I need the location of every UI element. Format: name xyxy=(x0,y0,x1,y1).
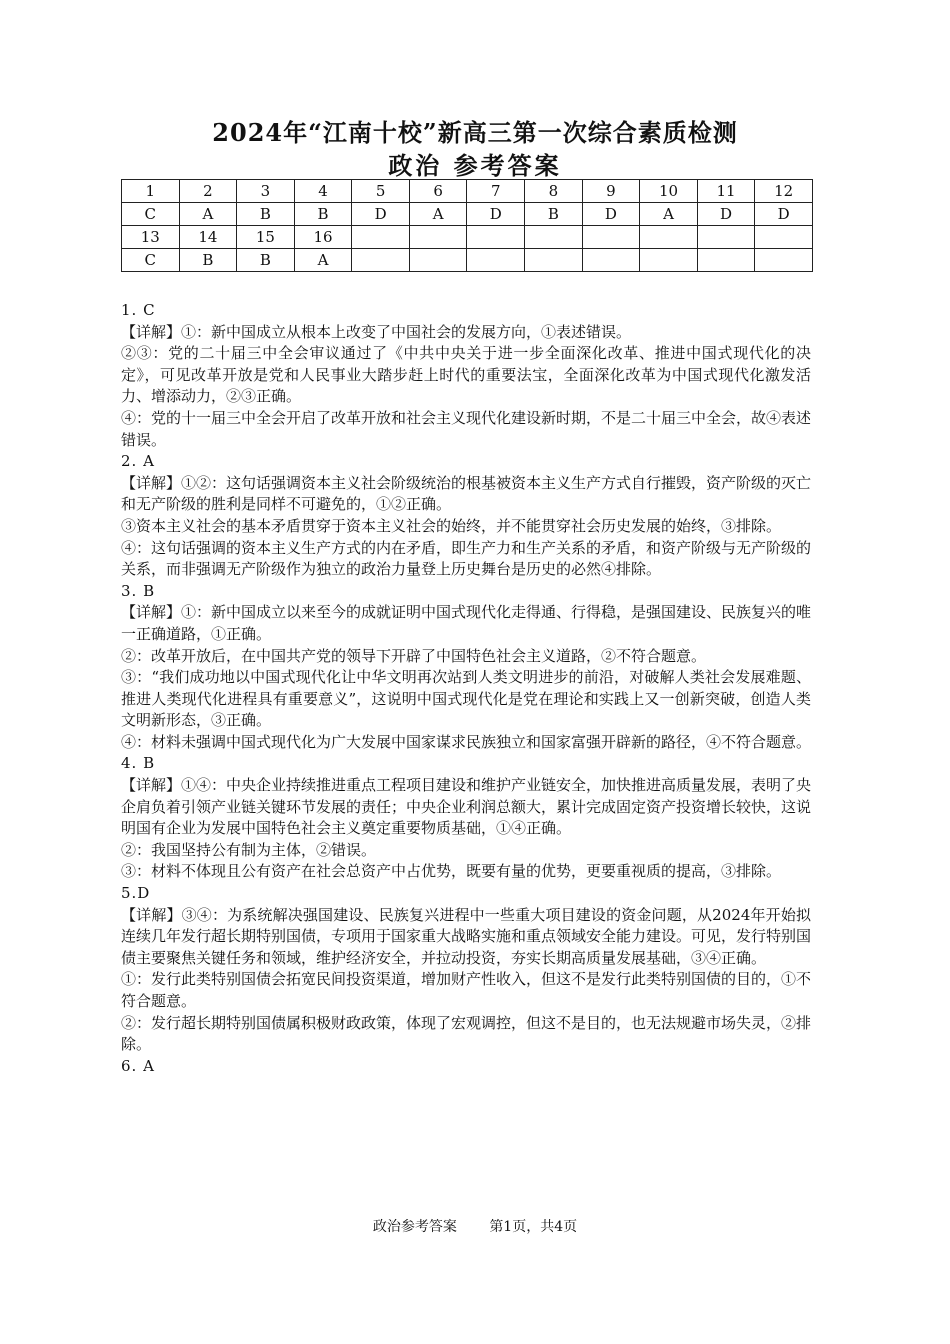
question-number: 1. C xyxy=(121,301,156,319)
answer-table-cell xyxy=(582,249,640,272)
explanation-section xyxy=(121,300,811,1077)
answer-table-cell: 5 xyxy=(352,180,410,203)
explanation-paragraph: ③资本主义社会的基本矛盾贯穿于资本主义社会的始终，并不能贯穿社会历史发展的始终，③排除。 xyxy=(121,516,782,535)
answer-table-cell: 3 xyxy=(237,180,295,203)
question-number: 2. A xyxy=(121,452,155,471)
answer-table-cell: A xyxy=(409,203,467,226)
answer-table-cell: B xyxy=(237,203,295,226)
answer-table-cell xyxy=(525,249,583,272)
answer-table-cell: 10 xyxy=(640,180,698,203)
answer-table-cell: D xyxy=(352,203,410,226)
answer-table-cell: D xyxy=(755,203,813,226)
answer-table-cell xyxy=(755,226,813,249)
answer-table-cell: D xyxy=(467,203,525,226)
answer-table-cell: C xyxy=(122,203,180,226)
answer-table-cell xyxy=(352,226,410,249)
answer-table-cell: 15 xyxy=(237,226,295,249)
answer-table-cell: A xyxy=(640,203,698,226)
answer-table-row xyxy=(122,226,813,249)
explanation-paragraph: ②③：党的二十届三中全会审议通过了《中共中央关于进一步全面深化改革、推进中国式现代化的决定》，可见改革开放是党和人民事业大踏步赶上时代的重要法宝，全面深化改革为中国式现代化激发活力、增添动力，②③正确。 xyxy=(121,344,811,406)
answer-table-cell: D xyxy=(697,203,755,226)
explanation-paragraph: ②：发行超长期特别国债属积极财政政策，体现了宏观调控，但这不是目的，也无法规避市场失灵，②排除。 xyxy=(121,1013,812,1054)
answer-table-cell: B xyxy=(237,249,295,272)
answer-table-cell: 14 xyxy=(179,226,237,249)
answer-table-cell: B xyxy=(525,203,583,226)
answer-table-cell: 16 xyxy=(294,226,352,249)
answer-table xyxy=(121,179,813,272)
answer-table-cell: D xyxy=(582,203,640,226)
answer-table-cell xyxy=(697,249,755,272)
answer-table-cell: A xyxy=(179,203,237,226)
explanation-paragraph: 【详解】①：新中国成立从根本上改变了中国社会的发展方向，①表述错误。 xyxy=(121,322,632,341)
answer-table-cell: 12 xyxy=(755,180,813,203)
answer-table-cell: C xyxy=(122,249,180,272)
answer-table-cell: 4 xyxy=(294,180,352,203)
answer-table-cell xyxy=(467,226,525,249)
answer-table-cell: A xyxy=(294,249,352,272)
answer-table-row xyxy=(122,180,813,203)
answer-table-cell xyxy=(697,226,755,249)
explanation-paragraph: ③：“我们成功地以中国式现代化让中华文明再次站到人类文明进步的前沿，对破解人类社会发展难题、推进人类现代化进程具有重要意义”，这说明中国式现代化是党在理论和实践上又一创新突破，创造人类文明新形态，③正确。 xyxy=(121,668,811,730)
explanation-paragraph: 【详解】①②：这句话强调资本主义社会阶级统治的根基被资本主义生产方式自行摧毁，资产阶级的灭亡和无产阶级的胜利是同样不可避免的，①②正确。 xyxy=(121,473,812,514)
answer-table-cell xyxy=(352,249,410,272)
answer-table-cell: 1 xyxy=(122,180,180,203)
answer-table-cell: B xyxy=(179,249,237,272)
explanation-paragraph: ④：材料未强调中国式现代化为广大发展中国家谋求民族独立和国家富强开辟新的路径，④不符合题意。 xyxy=(121,732,812,751)
answer-table-row xyxy=(122,249,813,272)
answer-table-cell: 6 xyxy=(409,180,467,203)
footer-page-info: 第1页，共4页 xyxy=(489,1219,578,1235)
page-title: 2024年“江南十校”新高三第一次综合素质检测 xyxy=(212,118,738,147)
answer-table-cell xyxy=(640,226,698,249)
answer-table-cell: 13 xyxy=(122,226,180,249)
explanation-paragraph: ④：这句话强调的资本主义生产方式的内在矛盾，即生产力和生产关系的矛盾，和资产阶级与无产阶级的关系，而非强调无产阶级作为独立的政治力量登上历史舞台是历史的必然④排除。 xyxy=(121,538,812,579)
answer-table-cell: 8 xyxy=(525,180,583,203)
answer-table-cell xyxy=(409,226,467,249)
footer-doc-name: 政治参考答案 xyxy=(372,1219,457,1235)
answer-table-cell: 7 xyxy=(467,180,525,203)
question-number: 6. A xyxy=(121,1056,155,1075)
explanation-paragraph: ①：发行此类特别国债会拓宽民间投资渠道，增加财产性收入，但这不是发行此类特别国债的目的，①不符合题意。 xyxy=(121,970,812,1010)
answer-table-cell xyxy=(755,249,813,272)
explanation-paragraph: ②：改革开放后，在中国共产党的领导下开辟了中国特色社会主义道路，②不符合题意。 xyxy=(121,646,707,665)
answer-table-cell xyxy=(467,249,525,272)
answer-table-cell: 11 xyxy=(697,180,755,203)
question-number: 3. B xyxy=(121,581,156,600)
explanation-paragraph: 【详解】①④：中央企业持续推进重点工程项目建设和维护产业链安全，加快推进高质量发展，表明了央企肩负着引领产业链关键环节发展的责任；中央企业利润总额大，累计完成固定资产投资增长较快，这说明国有企业为发展中国特色社会主义奠定重要物质基础，①④正确。 xyxy=(121,776,812,838)
question-number: 4. B xyxy=(121,754,156,773)
question-number: 5.D xyxy=(121,884,151,903)
answer-table-cell xyxy=(409,249,467,272)
answer-table-row xyxy=(122,203,813,226)
answer-table-cell: 9 xyxy=(582,180,640,203)
explanation-paragraph: 【详解】①：新中国成立以来至今的成就证明中国式现代化走得通、行得稳，是强国建设、民族复兴的唯一正确道路，①正确。 xyxy=(121,603,812,643)
page-subtitle: 政治 参考答案 xyxy=(388,152,562,180)
answer-table-cell: 2 xyxy=(179,180,237,203)
explanation-paragraph: ②：我国坚持公有制为主体，②错误。 xyxy=(121,840,377,859)
explanation-paragraph: ③：材料不体现且公有资产在社会总资产中占优势，既要有量的优势，更要重视质的提高，③排除。 xyxy=(121,862,782,881)
answer-table-cell xyxy=(582,226,640,249)
page-footer xyxy=(0,1216,950,1236)
answer-table-cell: B xyxy=(294,203,352,226)
explanation-paragraph: 【详解】③④：为系统解决强国建设、民族复兴进程中一些重大项目建设的资金问题，从2024年开始拟连续几年发行超长期特别国债，专项用于国家重大战略实施和重点领域安全能力建设。可见，发行特别国债主要聚焦关键任务和领域，维护经济安全，并拉动投资，夯实长期高质量发展基础，③④正确。 xyxy=(121,905,812,967)
answer-table-cell xyxy=(525,226,583,249)
answer-table-cell xyxy=(640,249,698,272)
explanation-paragraph: ④：党的十一届三中全会开启了改革开放和社会主义现代化建设新时期，不是二十届三中全会，故④表述错误。 xyxy=(121,408,812,449)
